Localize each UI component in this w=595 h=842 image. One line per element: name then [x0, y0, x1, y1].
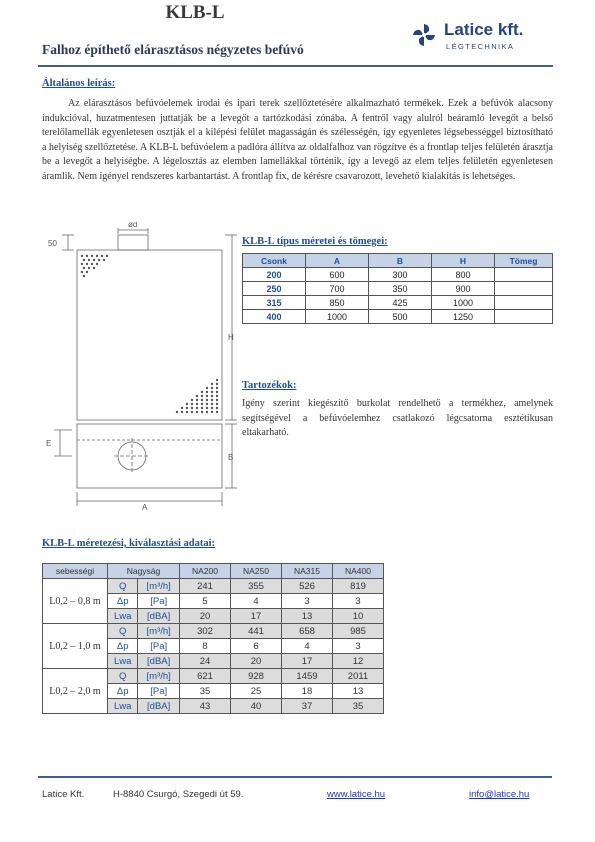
group-label: L0,2 – 1,0 m [43, 624, 108, 669]
type-table-header [243, 254, 553, 268]
table-cell: 600 [306, 268, 369, 282]
table-cell: 40 [231, 699, 282, 714]
table-cell [495, 310, 553, 324]
table-cell [495, 282, 553, 296]
header-b: B [369, 254, 432, 268]
unit-cell: [m³/h] [138, 579, 180, 594]
table-cell: 350 [369, 282, 432, 296]
header-h: H [432, 254, 495, 268]
unit-cell: [dBA] [138, 699, 180, 714]
table-cell: 13 [333, 684, 384, 699]
table-cell: 37 [282, 699, 333, 714]
fan-icon [411, 22, 437, 48]
table-cell: 3 [282, 594, 333, 609]
header-na250: NA250 [231, 564, 282, 579]
table-cell: 302 [180, 624, 231, 639]
symbol-cell: Δp [108, 594, 138, 609]
header-nagysag: Nagyság [108, 564, 180, 579]
table-cell: 1250 [432, 310, 495, 324]
unit-cell: [dBA] [138, 609, 180, 624]
table-cell: 355 [231, 579, 282, 594]
table-cell: 35 [180, 684, 231, 699]
general-paragraph: Az elárasztásos befúvóelemek irodai és ipari terek szellőztetésére alkalmazható termékek. Ezek a befúvók alacsony indukcióval, huzatmentesen juttatják be a levegőt a tartózkodási zónába. A fentről vagy alulról beáramló levegőt a belső terelőlamellák egyenletesen osztják el a kilépési felület magasságán és szélességén, így egyenletes légsebességgel biztosítható a helyiség szellőztetése. A KLB-L befúvóelem a padlóra állítva az oldalfalhoz van rögzítve és a frontlap teljes felületén árasztja be a levegőt a helyiségbe. A légelosztás az elemben lamellákkal történik, így a levegő az elem teljes felületén egyenletesen áramlik. Nem igényel rendszeres karbantartást. A frontlap fix, de kérésre csavarozott, levehető kialakítás is lehetséges. [42, 98, 553, 182]
dim-label-h: H [228, 333, 234, 342]
logo-tagline: LÉGTECHNIKA [446, 42, 515, 51]
table-cell: 850 [306, 296, 369, 310]
product-drawing [42, 222, 240, 512]
table-cell: 400 [243, 310, 306, 324]
table-cell: 3 [333, 639, 384, 654]
header-tomeg: Tömeg [495, 254, 553, 268]
table-cell: 20 [180, 609, 231, 624]
symbol-cell: Q [108, 579, 138, 594]
table-row [43, 579, 384, 594]
selection-heading: KLB-L méretezési, kiválasztási adatai: [42, 538, 216, 549]
footer-company: Latice Kft. [42, 789, 85, 800]
table-cell: 25 [231, 684, 282, 699]
unit-cell: [Pa] [138, 684, 180, 699]
header-na315: NA315 [282, 564, 333, 579]
symbol-cell: Q [108, 669, 138, 684]
unit-cell: [dBA] [138, 654, 180, 669]
table-cell: 658 [282, 624, 333, 639]
symbol-cell: Lwa [108, 654, 138, 669]
header-na200: NA200 [180, 564, 231, 579]
table-cell: 315 [243, 296, 306, 310]
table-cell: 800 [432, 268, 495, 282]
page-subtitle: Falhoz építhető elárasztásos négyzetes befúvó [42, 42, 304, 57]
group-label: L0,2 – 0,8 m [43, 579, 108, 624]
table-cell: 12 [333, 654, 384, 669]
table-cell: 43 [180, 699, 231, 714]
type-table-heading: KLB-L típus méretei és tömegei: [242, 236, 388, 247]
symbol-cell: Δp [108, 684, 138, 699]
accessories-text: Igény szerint kiegészítő burkolat rendelhető a termékhez, amelynek segítségével a befúvóelemhez csatlakozó légcsatorna esztétikusan eltakarható. [242, 398, 553, 438]
header-a: A [306, 254, 369, 268]
footer-rule [38, 776, 552, 778]
table-cell: 6 [231, 639, 282, 654]
table-cell: 500 [369, 310, 432, 324]
table-cell: 5 [180, 594, 231, 609]
table-cell: 35 [333, 699, 384, 714]
table-cell [495, 296, 553, 310]
table-row [43, 624, 384, 639]
dim-label-50: 50 [48, 239, 57, 248]
header-na400: NA400 [333, 564, 384, 579]
table-cell [495, 268, 553, 282]
table-row [243, 296, 553, 310]
dim-label-b: B [228, 453, 234, 462]
unit-cell: [Pa] [138, 639, 180, 654]
table-cell: 441 [231, 624, 282, 639]
dim-label-a: A [142, 503, 148, 512]
table-cell: 700 [306, 282, 369, 296]
table-cell: 17 [231, 609, 282, 624]
table-cell: 250 [243, 282, 306, 296]
table-cell: 241 [180, 579, 231, 594]
table-cell: 1000 [306, 310, 369, 324]
header-csonk: Csonk [243, 254, 306, 268]
table-cell: 1459 [282, 669, 333, 684]
table-cell: 10 [333, 609, 384, 624]
table-row [43, 669, 384, 684]
table-cell: 200 [243, 268, 306, 282]
table-cell: 621 [180, 669, 231, 684]
table-row [243, 310, 553, 324]
symbol-cell: Q [108, 624, 138, 639]
dim-label-d: ød [128, 222, 138, 229]
table-cell: 2011 [333, 669, 384, 684]
symbol-cell: Δp [108, 639, 138, 654]
footer-address: H-8840 Csurgó, Szegedi út 59. [113, 789, 244, 800]
table-row [243, 282, 553, 296]
table-cell: 8 [180, 639, 231, 654]
header-rule [38, 65, 553, 67]
type-table [242, 253, 553, 324]
footer-email-link[interactable]: info@latice.hu [469, 789, 530, 800]
logo-name: Latice kft. [444, 20, 524, 39]
unit-cell: [m³/h] [138, 669, 180, 684]
table-cell: 928 [231, 669, 282, 684]
table-cell: 900 [432, 282, 495, 296]
page-title: KLB-L [165, 2, 225, 23]
unit-cell: [m³/h] [138, 624, 180, 639]
table-cell: 13 [282, 609, 333, 624]
dim-label-e: E [46, 439, 52, 448]
group-label: L0,2 – 2,0 m [43, 669, 108, 714]
table-cell: 300 [369, 268, 432, 282]
unit-cell: [Pa] [138, 594, 180, 609]
table-row [243, 268, 553, 282]
table-cell: 17 [282, 654, 333, 669]
selection-table [42, 563, 384, 714]
footer-web-link[interactable]: www.latice.hu [327, 789, 386, 800]
table-cell: 18 [282, 684, 333, 699]
header-sebessegi: sebességi [43, 564, 108, 579]
table-cell: 1000 [432, 296, 495, 310]
table-cell: 24 [180, 654, 231, 669]
table-cell: 4 [231, 594, 282, 609]
table-cell: 4 [282, 639, 333, 654]
accessories-heading: Tartozékok: [242, 380, 297, 391]
selection-header [43, 564, 384, 579]
table-cell: 425 [369, 296, 432, 310]
table-cell: 985 [333, 624, 384, 639]
company-logo [411, 20, 561, 60]
symbol-cell: Lwa [108, 609, 138, 624]
table-cell: 3 [333, 594, 384, 609]
table-cell: 819 [333, 579, 384, 594]
general-heading: Általános leírás: [42, 78, 116, 89]
table-cell: 526 [282, 579, 333, 594]
symbol-cell: Lwa [108, 699, 138, 714]
table-cell: 20 [231, 654, 282, 669]
